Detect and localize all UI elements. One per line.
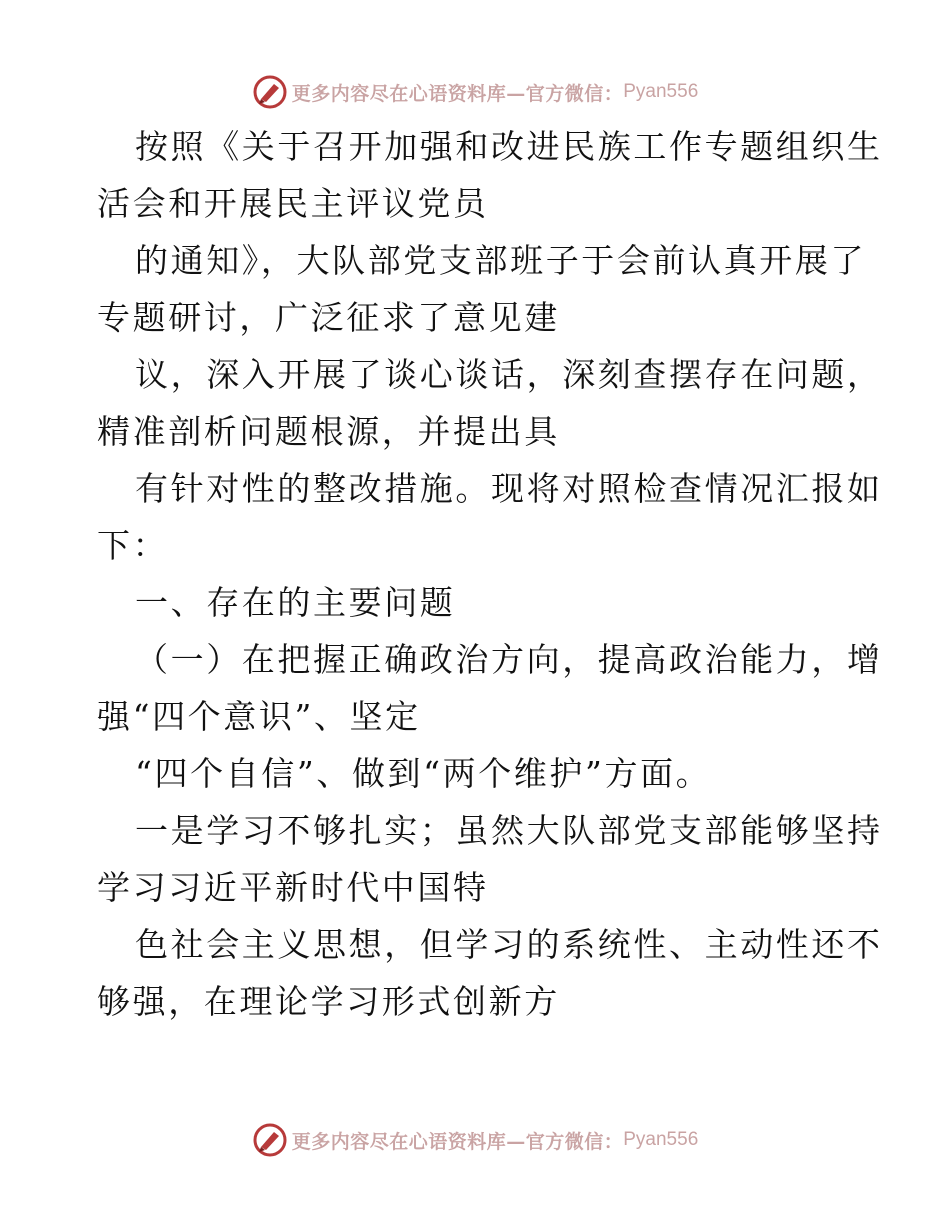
body-line: 一是学习不够扎实；虽然大队部党支部能够坚持 [135, 811, 883, 850]
watermark-text: 更多内容尽在心语资料库—官方微信： [291, 1130, 624, 1153]
body-line: 议，深入开展了谈心谈话，深刻查摆存在问题， [135, 355, 883, 394]
body-line: 有针对性的整改措施。现将对照检查情况汇报如 [135, 469, 883, 508]
watermark-text: 更多内容尽在心语资料库—官方微信： [291, 82, 624, 105]
body-line: 学习习近平新时代中国特 [97, 868, 489, 907]
body-line: 专题研讨，广泛征求了意见建 [97, 298, 560, 337]
header-watermark [0, 72, 950, 112]
body-line: 色社会主义思想，但学习的系统性、主动性还不 [135, 925, 883, 964]
body-line: 强“四个意识”、坚定 [97, 697, 421, 736]
section-heading: 一、存在的主要问题 [135, 583, 456, 622]
body-line: “四个自信”、做到“两个维护”方面。 [135, 754, 712, 793]
body-line: 够强，在理论学习形式创新方 [97, 982, 560, 1021]
document-body [97, 118, 883, 1030]
body-line: 活会和开展民主评议党员 [97, 184, 489, 223]
body-line: 下： [97, 526, 169, 565]
watermark-wechat-id: Pyan556 [623, 81, 699, 102]
watermark-wechat-id: Pyan556 [623, 1129, 699, 1150]
body-line: 按照《关于召开加强和改进民族工作专题组织生 [135, 127, 883, 166]
body-line: 精准剖析问题根源，并提出具 [97, 412, 560, 451]
footer-watermark [0, 1120, 950, 1160]
pen-logo-icon [252, 1122, 288, 1158]
pen-logo-icon [252, 74, 288, 110]
body-line: 的通知》，大队部党支部班子于会前认真开展了 [135, 241, 867, 280]
subsection-heading: （一）在把握正确政治方向，提高政治能力，增 [135, 640, 883, 679]
